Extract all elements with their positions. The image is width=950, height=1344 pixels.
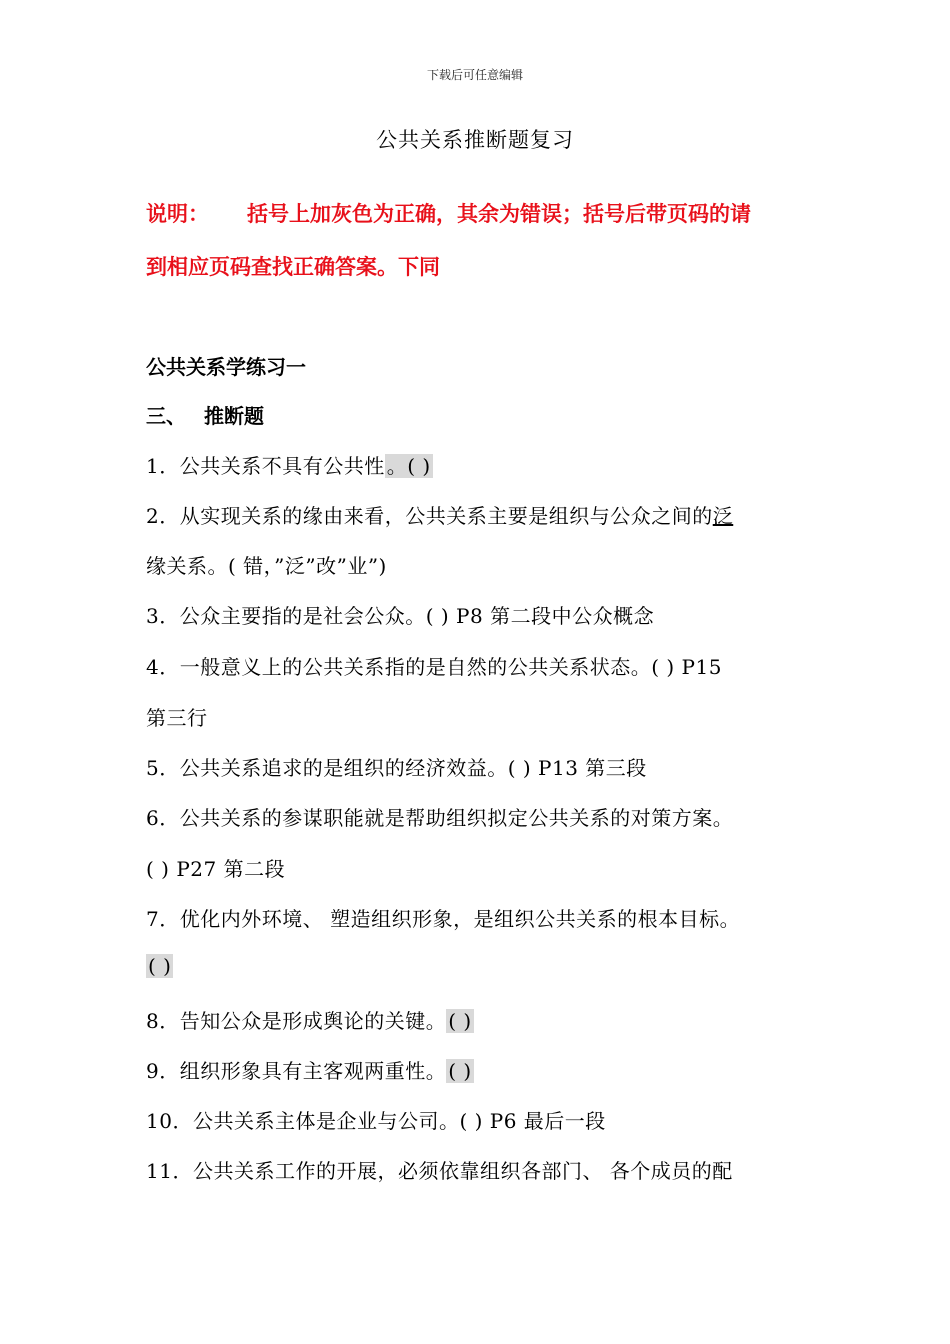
instruction-label: 说明： xyxy=(146,202,209,226)
highlighted-answer: ( ) xyxy=(148,954,172,978)
highlighted-answer: ( ) xyxy=(448,1009,472,1033)
question-text: 1．公共关系不具有公共性 xyxy=(146,454,385,478)
question-line: 7．优化内外环境、 塑造组织形象，是组织公共关系的根本目标。 xyxy=(146,907,741,931)
part-heading xyxy=(146,400,264,429)
instruction-text-1: 括号上加灰色为正确，其余为错误；括号后带页码的请 xyxy=(247,202,751,226)
question-line xyxy=(146,1005,474,1034)
question-line: ( ) P27 第二段 xyxy=(146,857,286,881)
question-line: 11．公共关系工作的开展，必须依靠组织各部门、 各个成员的配 xyxy=(146,1159,733,1183)
question-text: 8．告知公众是形成舆论的关键。 xyxy=(146,1009,447,1033)
question-text: 9．组织形象具有主客观两重性。 xyxy=(146,1059,447,1083)
question-line: 5．公共关系追求的是组织的经济效益。( ) P13 第三段 xyxy=(146,756,647,780)
exercise-heading: 公共关系学练习一 xyxy=(146,355,306,379)
document-title: 公共关系推断题复习 xyxy=(376,128,574,152)
instruction-note-line-1 xyxy=(146,198,826,228)
question-line xyxy=(146,500,733,529)
instruction-note-line-2: 到相应页码查找正确答案。下同 xyxy=(146,255,440,279)
question-text: 2．从实现关系的缘由来看，公共关系主要是组织与公众之间的 xyxy=(146,504,713,528)
question-line xyxy=(146,954,173,978)
question-line: 6．公共关系的参谋职能就是帮助组织拟定公共关系的对策方案。 xyxy=(146,806,734,830)
question-line: 10．公共关系主体是企业与公司。( ) P6 最后一段 xyxy=(146,1109,606,1133)
question-line xyxy=(146,1055,474,1084)
question-line xyxy=(146,450,433,479)
underlined-word: 泛 xyxy=(712,504,734,528)
question-line: 第三行 xyxy=(146,706,208,730)
question-line: 4．一般意义上的公共关系指的是自然的公共关系状态。( ) P15 xyxy=(146,655,722,679)
highlighted-answer: 。( ) xyxy=(386,454,431,478)
question-line: 缘关系。( 错，”泛”改”业”) xyxy=(146,554,387,578)
part-title: 推断题 xyxy=(204,404,264,428)
part-number: 三、 xyxy=(146,404,186,428)
highlighted-answer: ( ) xyxy=(448,1059,472,1083)
header-note: 下载后可任意编辑 xyxy=(426,68,523,82)
question-line: 3．公众主要指的是社会公众。( ) P8 第二段中公众概念 xyxy=(146,604,655,628)
